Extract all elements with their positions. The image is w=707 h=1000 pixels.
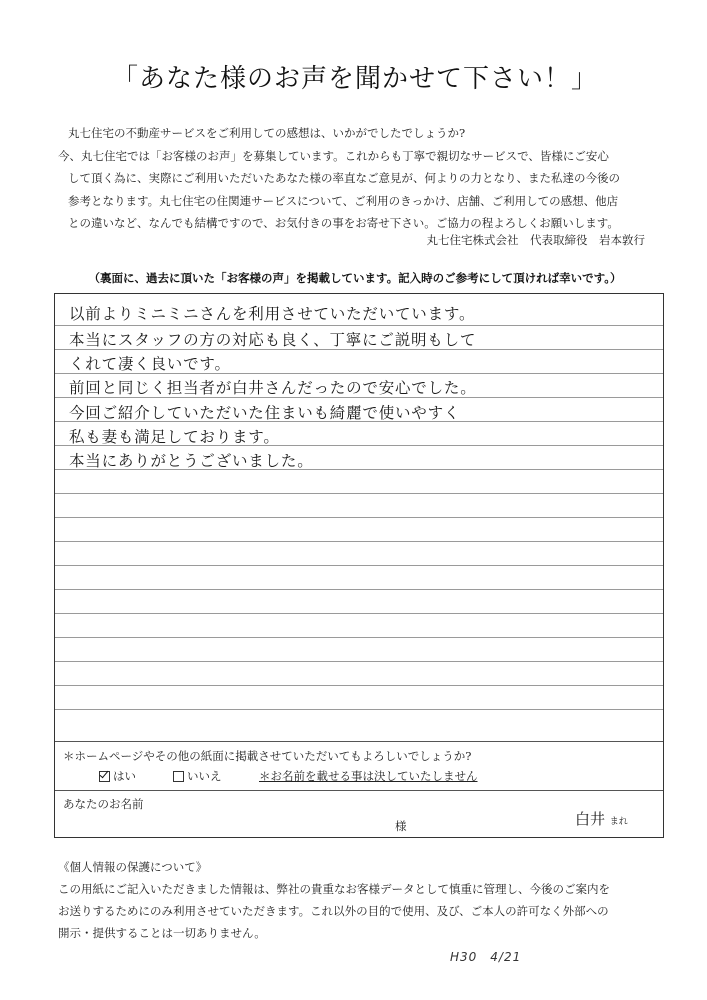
yes-label: はい [113,769,136,783]
consent-note-text: ＊お名前を載せる事は決していたしません [259,769,478,783]
handwritten-name-small: まれ [609,817,628,827]
handwritten-name: 白井 [575,810,606,828]
rule-line [55,493,663,494]
privacy-line: 開示・提供することは一切ありません。 [58,926,266,940]
privacy-line: この用紙にご記入いただきました情報は、弊社の貴重なお客様データとして慎重に管理し、今後のご案内を [58,882,610,896]
yes-checkbox[interactable] [99,771,110,782]
page-title: 「あなた様のお声を聞かせて下さい！」 [111,64,598,94]
intro-text [58,122,648,235]
name-label: あなたのお名前 [63,797,144,811]
rule-line [55,325,663,326]
no-label: いいえ [187,769,222,783]
comment-line: 本当にありがとうございました。 [69,452,314,470]
rule-line [55,517,663,518]
comment-line: 今回ご紹介していただいた住まいも綺麗で使いやすく [69,404,461,422]
consent-question: ＊ホームページやその他の紙面に掲載させていただいてもよろしいでしょうか? [63,749,472,763]
rule-line [55,709,663,710]
intro-line: 今、丸七住宅では「お客様のお声」を募集しています。これからも丁寧で親切なサービスで、皆様にご安心 [58,148,609,163]
comment-line: 以前よりミニミニさんを利用させていただいています。 [69,305,476,323]
comment-line: 本当にスタッフの方の対応も良く、丁寧にご説明もして [69,331,477,349]
rule-line [55,685,663,686]
comment-line: 私も妻も満足しております。 [69,428,280,446]
comment-line: 前回と同じく担当者が白井さんだったので安心でした。 [69,379,477,397]
intro-line: して頂く為に、実際にご利用いただいたあなた様の率直なご意見が、何よりの力となり、また私達の今後の [68,171,620,185]
comment-line: くれて凄く良いです。 [69,355,231,373]
no-checkbox[interactable] [173,771,184,782]
privacy-section [58,856,668,944]
intro-line: 参考となります。丸七住宅の住関連サービスについて、ご利用のきっかけ、店舗、ご利用しての感想、他店 [68,193,619,208]
section-divider [55,790,663,791]
rule-line [55,589,663,590]
consent-no-option[interactable] [173,768,222,784]
name-field[interactable] [575,808,628,829]
company-signature: 丸七住宅株式会社 代表取締役 岩本敦行 [426,233,645,247]
comment-area[interactable] [55,294,663,741]
consent-note [259,768,478,784]
rule-line [55,565,663,566]
handwritten-date: H30 4/21 [450,950,522,964]
rule-line [55,637,663,638]
comment-form [54,293,664,838]
section-divider [55,741,663,742]
rule-line [55,613,663,614]
name-honorific: 様 [395,819,407,833]
intro-line: 丸七住宅の不動産サービスをご利用しての感想は、いかがでしたでしょうか? [68,126,466,140]
rule-line [55,541,663,542]
notice-text: （裏面に、過去に頂いた「お客様の声」を掲載しています。記入時のご参考にして頂ければ幸いです。） [88,271,622,285]
privacy-heading: 《個人情報の保護について》 [58,860,208,874]
consent-yes-option[interactable] [99,768,136,784]
rule-line [55,661,663,662]
intro-line: との違いなど、なんでも結構ですので、お気付きの事をお寄せ下さい。ご協力の程よろしくお願いします。 [68,216,619,230]
privacy-line: お送りするためにのみ利用させていただきます。これ以外の目的で使用、及び、ご本人の許可なく外部への [58,904,609,918]
